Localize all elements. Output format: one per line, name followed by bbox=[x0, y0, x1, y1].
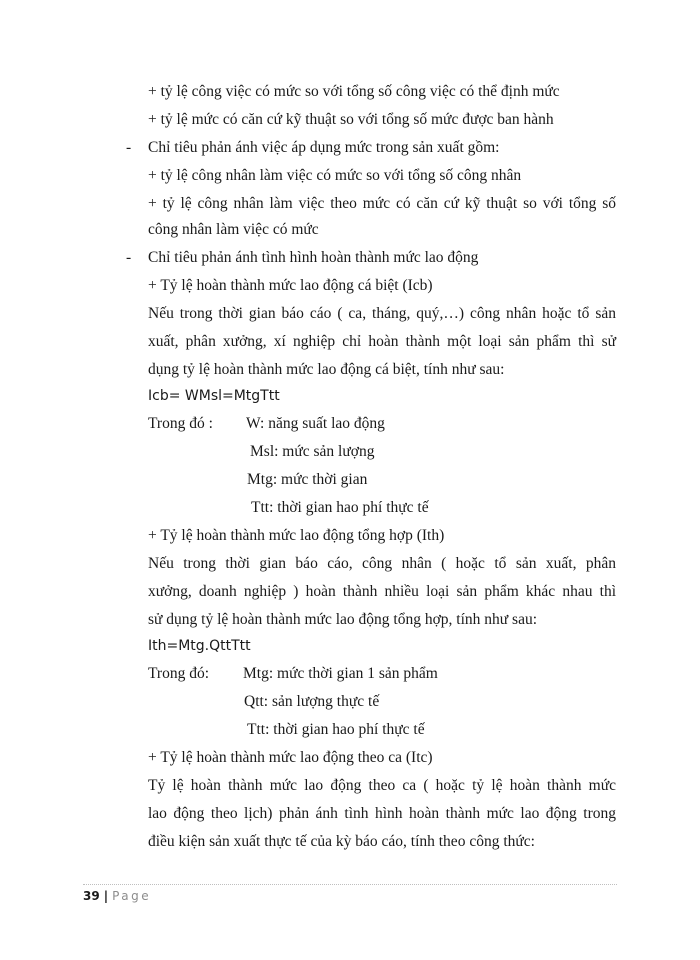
dash-marker-2: - bbox=[126, 249, 132, 266]
subheading-itc: + Tỷ lệ hoàn thành mức lao động theo ca (Itc) bbox=[148, 749, 433, 766]
page-number: 39 bbox=[83, 889, 100, 903]
section-heading-completion: Chỉ tiêu phản ánh tình hình hoàn thành mức lao động bbox=[148, 249, 479, 266]
definition-mtg: Mtg: mức thời gian bbox=[247, 471, 368, 488]
where-label-2: Trong đó: bbox=[148, 665, 210, 682]
paragraph-icb-line-1: Nếu trong thời gian báo cáo ( ca, tháng, quý,…) công nhân hoặc tổ sản bbox=[148, 305, 616, 322]
paragraph-icb-line-2: xuất, phân xưởng, xí nghiệp chỉ hoàn thành một loại sản phẩm thì sử bbox=[148, 333, 616, 350]
paragraph-itc-line-3: điều kiện sản xuất thực tế của kỳ báo cáo, tính theo công thức: bbox=[148, 833, 535, 850]
section-heading-application: Chỉ tiêu phản ánh việc áp dụng mức trong sản xuất gồm: bbox=[148, 139, 500, 156]
formula-icb: Icb= WMsl=MtgTtt bbox=[148, 388, 280, 404]
definition-qtt: Qtt: sản lượng thực tế bbox=[244, 693, 380, 710]
subheading-icb: + Tỷ lệ hoàn thành mức lao động cá biệt (Icb) bbox=[148, 277, 433, 294]
bullet-line-4-cont: công nhân làm việc có mức bbox=[148, 221, 319, 238]
paragraph-ith-line-2: xưởng, doanh nghiệp ) hoàn thành nhiều loại sản phẩm khác nhau thì bbox=[148, 583, 616, 600]
bullet-line-4: + tỷ lệ công nhân làm việc theo mức có căn cứ kỹ thuật so với tổng số bbox=[148, 195, 616, 212]
definition-msl: Msl: mức sản lượng bbox=[250, 443, 375, 460]
definition-mtg-2: Mtg: mức thời gian 1 sản phẩm bbox=[243, 665, 438, 682]
definition-ttt-2: Ttt: thời gian hao phí thực tế bbox=[247, 721, 425, 738]
paragraph-icb-line-3: dụng tỷ lệ hoàn thành mức lao động cá biệt, tính như sau: bbox=[148, 361, 505, 378]
subheading-ith: + Tỷ lệ hoàn thành mức lao động tổng hợp (Ith) bbox=[148, 527, 445, 544]
where-label-1: Trong đó : bbox=[148, 415, 213, 432]
bullet-line-1: + tỷ lệ công việc có mức so với tổng số công việc có thể định mức bbox=[148, 83, 560, 100]
bullet-line-3: + tỷ lệ công nhân làm việc có mức so với tổng số công nhân bbox=[148, 167, 522, 184]
page-footer bbox=[83, 887, 151, 905]
definition-ttt: Ttt: thời gian hao phí thực tế bbox=[251, 499, 429, 516]
bullet-line-2: + tỷ lệ mức có căn cứ kỹ thuật so với tổng số mức được ban hành bbox=[148, 111, 554, 128]
footer-separator: | bbox=[103, 889, 109, 903]
paragraph-itc-line-2: lao động theo lịch) phản ánh tình hình hoàn thành mức lao động trong bbox=[148, 805, 616, 822]
footer-divider bbox=[83, 884, 617, 885]
page-label: Page bbox=[112, 889, 152, 903]
paragraph-itc-line-1: Tỷ lệ hoàn thành mức lao động theo ca ( hoặc tỷ lệ hoàn thành mức bbox=[148, 777, 616, 794]
paragraph-ith-line-1: Nếu trong thời gian báo cáo, công nhân ( hoặc tổ sản xuất, phân bbox=[148, 555, 616, 572]
formula-ith: Ith=Mtg.QttTtt bbox=[148, 638, 251, 654]
dash-marker-1: - bbox=[126, 139, 132, 156]
paragraph-ith-line-3: sử dụng tỷ lệ hoàn thành mức lao động tổng hợp, tính như sau: bbox=[148, 611, 537, 628]
definition-w: W: năng suất lao động bbox=[246, 415, 385, 432]
